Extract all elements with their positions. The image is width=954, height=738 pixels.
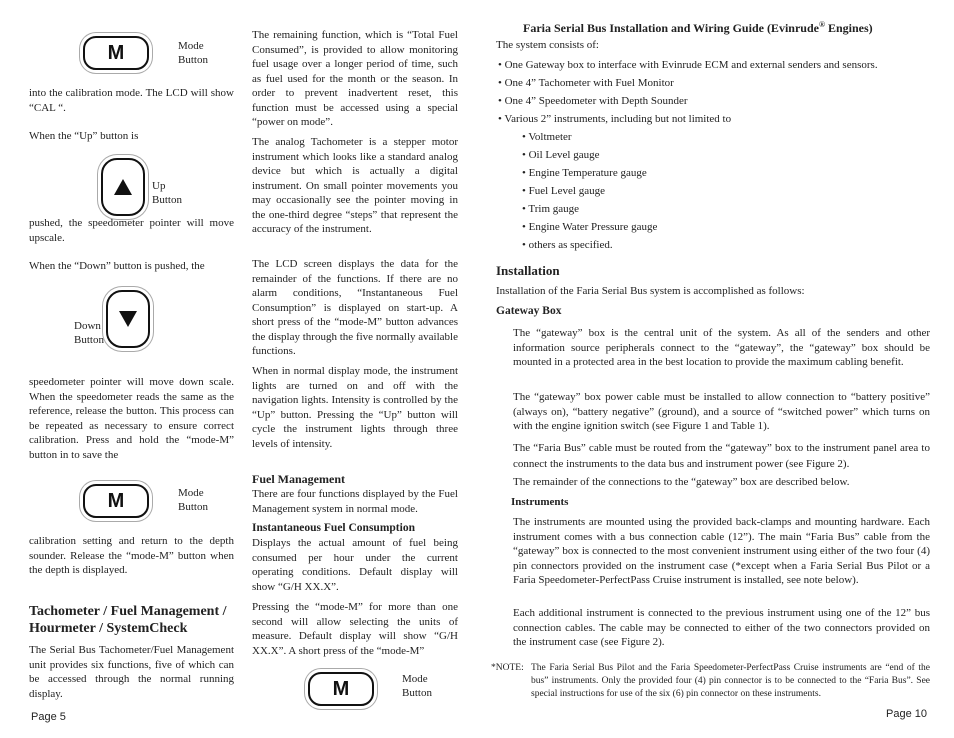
installation-text: Installation of the Faria Serial Bus system is accomplished as follows: bbox=[496, 285, 805, 297]
units-of-measure-text: Pressing the “mode-M” for more than one second will allow selecting the units of measure. Default display will show “G/H XX.X”. A short press of the “mode-M” bbox=[252, 601, 458, 657]
additional-instruments-text: Each additional instrument is connected to the previous instrument using one of the 12” bus connection cables. The cable may be connected to either of the two connectors provided on the instrument case (see Figure 2). bbox=[513, 607, 930, 648]
calibration-mode-text: into the calibration mode. The LCD will show “CAL “. bbox=[29, 87, 234, 114]
list-item: • Various 2” instruments, including but not limited to bbox=[498, 113, 732, 125]
gateway-description-text: The “gateway” box is the central unit of the system. As all of the senders and other information source peripherals connect to the “gateway”, the “gateway” box should be mounted in a protected area in the best location to provide the maximum cabling benefit. bbox=[513, 327, 930, 368]
gateway-power-text: The “gateway” box power cable must be installed to allow connection to “battery positive” (always on), “battery negative” (ground), and a source of “switched power” which turns on with the engine ignition switch (see Figure 1 and Table 1). bbox=[513, 391, 930, 432]
list-item: • Voltmeter bbox=[522, 131, 572, 143]
instrument-types-list bbox=[522, 128, 657, 254]
up-arrow-icon bbox=[114, 179, 132, 195]
faria-bus-routing-text: The “Faria Bus” cable must be routed from the “gateway” box to the instrument panel area to connect the instruments to the data bus and instrument power (see Figure 2). bbox=[513, 442, 930, 470]
down-button-intro-text: When the “Down” button is pushed, the bbox=[29, 260, 205, 272]
guide-title: Faria Serial Bus Installation and Wiring Guide (Evinrude® Engines) bbox=[523, 20, 873, 35]
page-number-left: Page 5 bbox=[31, 711, 66, 723]
system-components-list bbox=[498, 56, 878, 128]
list-item: • One 4” Tachometer with Fuel Monitor bbox=[498, 77, 674, 89]
list-item: • Engine Water Pressure gauge bbox=[522, 221, 658, 233]
upscale-text: pushed, the speedometer pointer will move upscale. bbox=[29, 217, 234, 244]
up-button-label: Up Button bbox=[152, 180, 182, 206]
mode-button-label-2: Mode Button bbox=[178, 487, 208, 513]
system-intro: The system consists of: bbox=[496, 39, 599, 51]
save-calibration-text: calibration setting and return to the depth sounder. Release the “mode-M” button when the depth is displayed. bbox=[29, 535, 234, 576]
down-button-illustration bbox=[106, 290, 150, 348]
list-item: • others as specified. bbox=[522, 239, 613, 251]
tachometer-section-heading: Tachometer / Fuel Management / Hourmeter / SystemCheck bbox=[29, 604, 227, 636]
lcd-screen-text: The LCD screen displays the data for the remainder of the functions. If there are no alarm conditions, “Instantaneous Fuel Consumption” is displayed on start-up. A short press of the “mode-M” button advances the display through the five normally available functions. bbox=[252, 258, 458, 357]
list-item: • Engine Temperature gauge bbox=[522, 167, 647, 179]
instantaneous-fuel-text: Displays the actual amount of fuel being consumed per hour under the current operating conditions. Default display will show “G/H XX.X”. bbox=[252, 537, 458, 593]
instruments-mounting-text: The instruments are mounted using the provided back-clamps and mounting hardware. Each instrument comes with a bus connection cable (12”). The main “Faria Bus” cable from the “gateway” box is connected to the most convenient instrument using either of the two four (4) pin connectors provided on the instrument case (*except when a Faria Serial Bus Pilot or a Faria Speedometer-PerfectPass Cruise instrument is installed, see note below). bbox=[513, 516, 930, 586]
installation-heading: Installation bbox=[496, 263, 560, 278]
end-of-bus-note: The Faria Serial Bus Pilot and the Faria Speedometer-PerfectPass Cruise instruments are “end of the bus” instruments. Only the provided four (4) pin connector is to be connected to the “Faria Bus”. See special instructions for use of the six (6) pin connector on these instruments. bbox=[531, 663, 930, 699]
instruments-heading: Instruments bbox=[511, 496, 569, 508]
mode-m-button-illustration bbox=[83, 36, 149, 70]
mode-m-letter: M bbox=[107, 41, 125, 64]
analog-tachometer-text: The analog Tachometer is a stepper motor instrument which looks like a standard analog device but which is actually a digital instrument. On small pointer movements you may occasionally see the pointer moving in the one-third degree “steps” that represent the accuracy of the instrument. bbox=[252, 136, 458, 235]
instrument-lights-text: When in normal display mode, the instrument lights are turned on and off with the navigation lights. Intensity is controlled by the “Up” button. Pressing the “Up” button will cycle the instrument lights through three levels of intensity. bbox=[252, 365, 458, 450]
gateway-box-heading: Gateway Box bbox=[496, 305, 562, 317]
down-button-label: Down Button bbox=[74, 320, 104, 346]
list-item: • Trim gauge bbox=[522, 203, 580, 215]
total-fuel-text: The remaining function, which is “Total Fuel Consumed”, is provided to allow monitoring fuel usage over a longer period of time, such as fuel used for the month or the season. In order to prevent inadvertent reset, this function must be accessed using a special “power on mode”. bbox=[252, 29, 458, 128]
instantaneous-fuel-heading: Instantaneous Fuel Consumption bbox=[252, 522, 415, 534]
mode-button-label: Mode Button bbox=[178, 40, 208, 66]
note-label: *NOTE: bbox=[491, 663, 524, 673]
fuel-management-heading: Fuel Management bbox=[252, 472, 345, 486]
up-button-intro-text: When the “Up” button is bbox=[29, 130, 139, 142]
mode-m-button-illustration-3: M bbox=[308, 672, 374, 706]
mode-m-button-illustration-2: M bbox=[83, 484, 149, 518]
list-item: • Fuel Level gauge bbox=[522, 185, 605, 197]
mode-button-label-3: Mode Button bbox=[402, 673, 432, 699]
down-arrow-icon bbox=[119, 311, 137, 327]
page-number-right: Page 10 bbox=[886, 708, 927, 720]
list-item: • One Gateway box to interface with Evinrude ECM and external senders and sensors. bbox=[498, 59, 878, 71]
down-scale-text: speedometer pointer will move down scale. When the speedometer reads the same as the reference, release the button. This process can be repeated as necessary to ensure correct calibration. Press and hold the “mode-M” button in to save the bbox=[29, 376, 234, 461]
up-button-illustration bbox=[101, 158, 145, 216]
fuel-management-text: There are four functions displayed by the Fuel Management system in normal mode. bbox=[252, 488, 458, 515]
list-item: • One 4” Speedometer with Depth Sounder bbox=[498, 95, 688, 107]
tachometer-intro-text: The Serial Bus Tachometer/Fuel Management unit provides six functions, five of which can be accessed through the normal running display. bbox=[29, 644, 234, 700]
list-item: • Oil Level gauge bbox=[522, 149, 600, 161]
gateway-connections-text: The remainder of the connections to the “gateway” box are described below. bbox=[513, 476, 850, 488]
